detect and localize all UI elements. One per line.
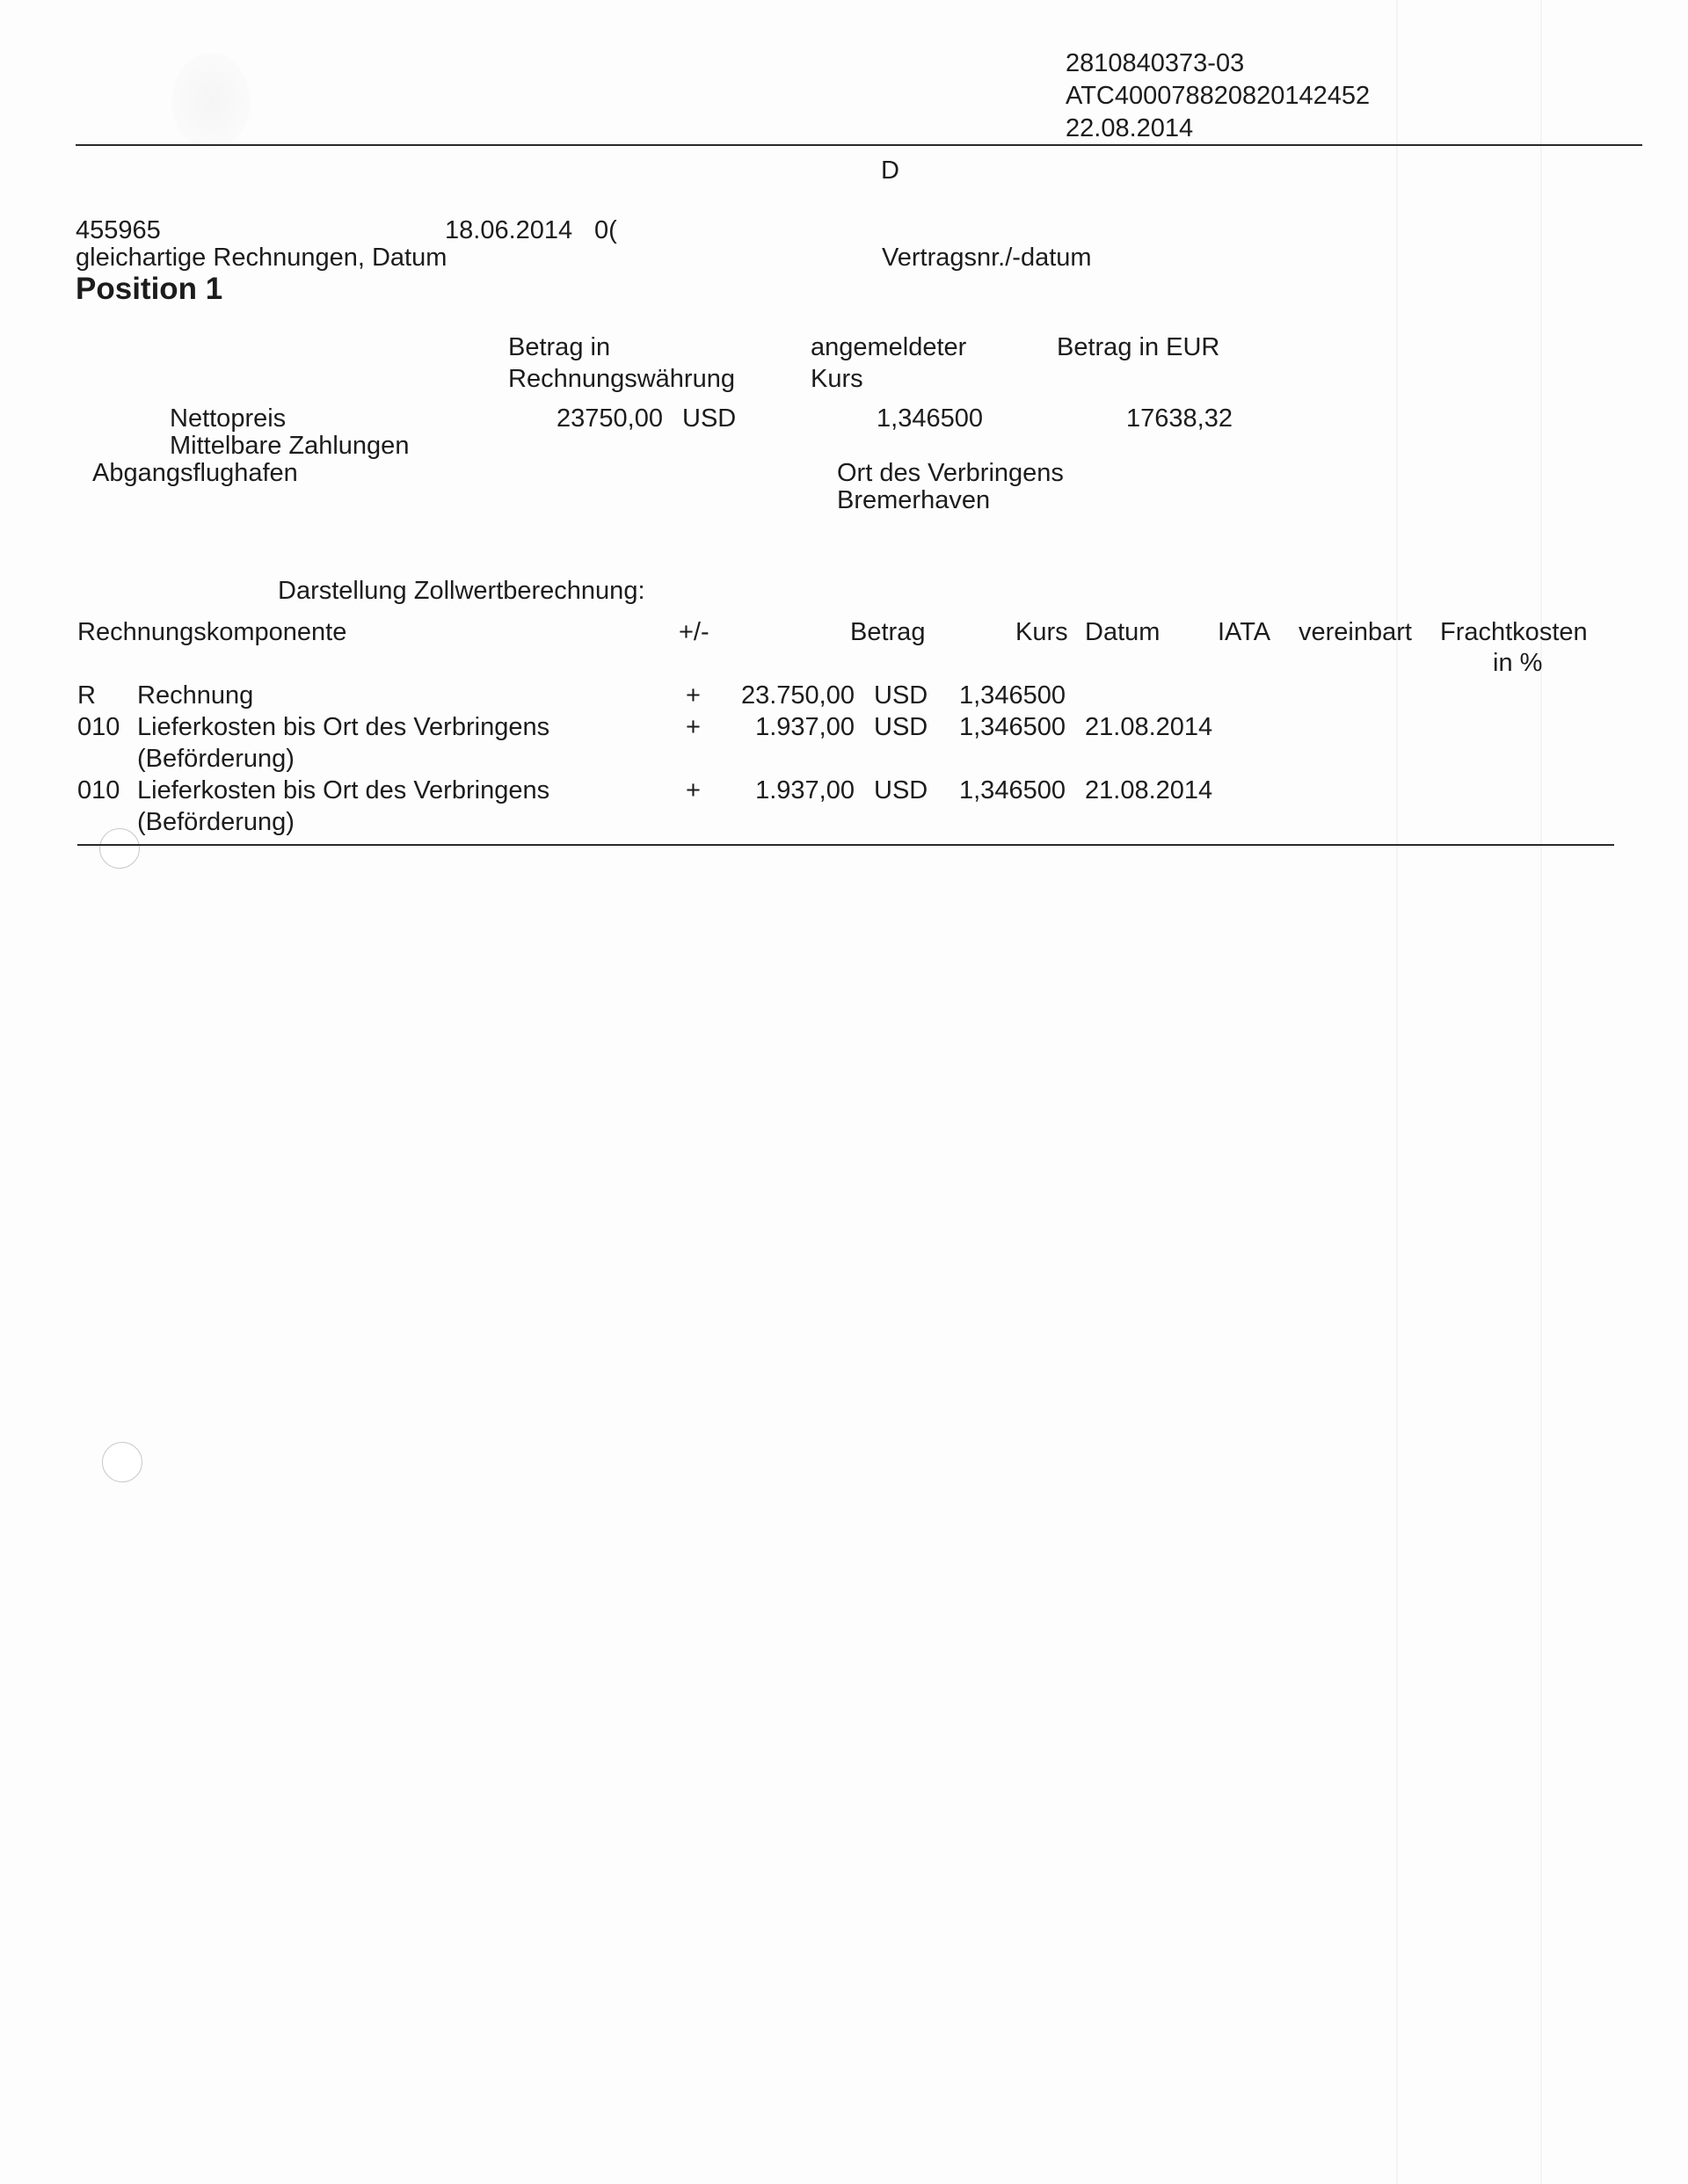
row-currency: USD bbox=[874, 713, 928, 741]
row-amount: 1.937,00 bbox=[755, 776, 855, 804]
reference-number: 2810840373-03 bbox=[1066, 49, 1245, 77]
row-code: R bbox=[77, 681, 96, 710]
net-price-currency: USD bbox=[682, 404, 737, 433]
col-declared-rate: angemeldeter bbox=[811, 333, 967, 361]
header-iata: IATA bbox=[1218, 618, 1271, 646]
scan-fold-line bbox=[1540, 0, 1542, 2184]
departure-airport-label: Abgangsflughafen bbox=[92, 459, 298, 487]
row-currency: USD bbox=[874, 681, 928, 710]
row-amount: 23.750,00 bbox=[740, 681, 855, 710]
row-amount: 1.937,00 bbox=[755, 713, 855, 741]
col-amount-invoice-currency: Betrag in bbox=[508, 333, 611, 361]
row-rate: 1,346500 bbox=[959, 776, 1066, 804]
row-date: 21.08.2014 bbox=[1085, 713, 1213, 741]
row-rate: 1,346500 bbox=[959, 681, 1066, 710]
header-date: Datum bbox=[1085, 618, 1160, 646]
scan-fold-line bbox=[1396, 0, 1398, 2184]
col-declared-rate-2: Kurs bbox=[811, 365, 863, 393]
atc-code: ATC400078820820142452 bbox=[1066, 82, 1371, 110]
row-sign: + bbox=[686, 776, 701, 804]
header-freight: Frachtkosten bbox=[1440, 618, 1588, 646]
place-of-entry-value: Bremerhaven bbox=[837, 486, 991, 514]
header-component: Rechnungskomponente bbox=[77, 618, 347, 646]
place-of-entry-label: Ort des Verbringens bbox=[837, 459, 1064, 487]
col-amount-invoice-currency-2: Rechnungswährung bbox=[508, 365, 735, 393]
net-price-rate: 1,346500 bbox=[877, 404, 983, 433]
contract-label: Vertragsnr./-datum bbox=[882, 244, 1092, 272]
invoice-date-suffix: 0( bbox=[594, 216, 617, 244]
header-sign: +/- bbox=[679, 618, 709, 646]
customs-calc-title: Darstellung Zollwertberechnung: bbox=[278, 577, 645, 605]
invoice-date: 18.06.2014 bbox=[445, 216, 573, 244]
row-description: Rechnung bbox=[137, 681, 254, 710]
row-sign: + bbox=[686, 713, 701, 741]
header-date: 22.08.2014 bbox=[1066, 114, 1194, 142]
row-description: Lieferkosten bis Ort des Verbringens bbox=[137, 713, 550, 741]
scan-smudge bbox=[171, 53, 251, 149]
table-bottom-divider bbox=[77, 844, 1614, 846]
row-rate: 1,346500 bbox=[959, 713, 1066, 741]
header-rate: Kurs bbox=[1015, 618, 1068, 646]
row-description-2: (Beförderung) bbox=[137, 745, 295, 773]
row-description: Lieferkosten bis Ort des Verbringens bbox=[137, 776, 550, 804]
indirect-payments-label: Mittelbare Zahlungen bbox=[170, 432, 410, 460]
header-agreed: vereinbart bbox=[1299, 618, 1412, 646]
net-price-label: Nettopreis bbox=[170, 404, 287, 433]
row-sign: + bbox=[686, 681, 701, 710]
col-amount-eur: Betrag in EUR bbox=[1057, 333, 1220, 361]
header-amount: Betrag bbox=[850, 618, 926, 646]
punch-hole bbox=[99, 828, 140, 869]
header-divider bbox=[76, 144, 1642, 146]
net-price-eur: 17638,32 bbox=[1126, 404, 1233, 433]
row-description-2: (Beförderung) bbox=[137, 808, 295, 836]
row-currency: USD bbox=[874, 776, 928, 804]
punch-hole bbox=[102, 1442, 142, 1482]
row-date: 21.08.2014 bbox=[1085, 776, 1213, 804]
similar-invoices-label: gleichartige Rechnungen, Datum bbox=[76, 244, 447, 272]
country-code: D bbox=[881, 157, 899, 185]
invoice-number: 455965 bbox=[76, 216, 161, 244]
header-freight-percent: in % bbox=[1493, 649, 1543, 677]
row-code: 010 bbox=[77, 776, 120, 804]
net-price-amount: 23750,00 bbox=[557, 404, 663, 433]
row-code: 010 bbox=[77, 713, 120, 741]
position-title: Position 1 bbox=[76, 272, 223, 306]
